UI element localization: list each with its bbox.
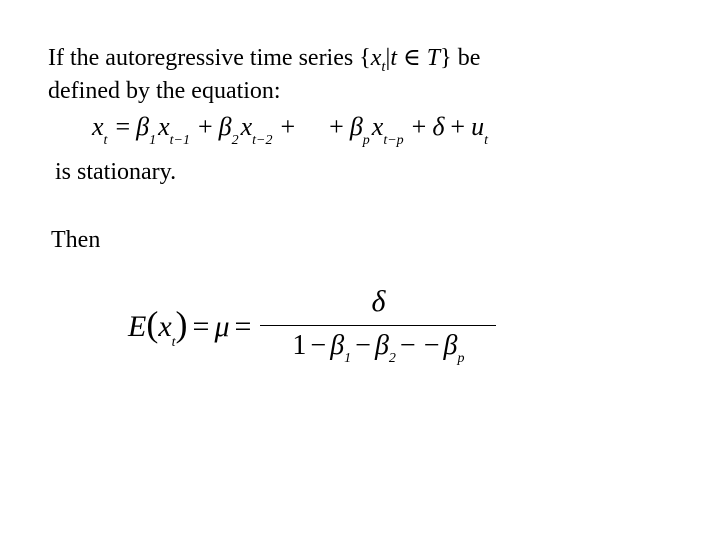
eq1-x-lag-2: x (240, 112, 253, 141)
eq2-equals-2: = (234, 309, 252, 343)
mean-equation (128, 285, 496, 366)
then-text: Then (51, 227, 101, 253)
eq2-x-subscript: t (171, 334, 176, 350)
eq2-fraction (260, 285, 496, 366)
eq2-den-minus-4: − (423, 330, 440, 361)
eq1-x-lag-p: x (371, 112, 384, 141)
element-of-symbol: ∈ (397, 45, 427, 71)
eq1-beta-1-subscript: 1 (149, 133, 157, 148)
eq1-plus-2: + (280, 112, 296, 141)
eq2-den-beta-2-subscript: 2 (388, 351, 396, 366)
eq1-plus-1: + (197, 112, 213, 141)
set-var-x: x (370, 45, 382, 71)
intro-text: If the autoregressive time series (48, 45, 360, 71)
stationary-text: is stationary. (55, 159, 177, 185)
eq1-delta: δ (432, 112, 445, 141)
eq1-error-u: u (471, 112, 485, 141)
eq2-equals-1: = (192, 309, 210, 343)
eq1-lhs-x: x (92, 112, 104, 141)
ar-process-equation (92, 112, 490, 147)
set-open-brace: { (359, 45, 371, 71)
eq2-numerator-delta: δ (371, 285, 386, 318)
set-var-x-subscript: t (381, 58, 386, 75)
eq2-den-minus-1: − (310, 330, 327, 361)
eq1-plus-5: + (450, 112, 466, 141)
eq1-beta-p-subscript: p (362, 133, 370, 148)
eq2-den-one: 1 (292, 330, 307, 361)
eq2-den-minus-3: − (399, 330, 416, 361)
set-var-T: T (426, 45, 441, 71)
eq2-den-minus-2: − (355, 330, 371, 361)
intro-line-1 (48, 44, 480, 81)
eq2-right-paren: ) (175, 303, 188, 344)
eq2-expectation-E: E (128, 309, 147, 343)
set-bar: | (385, 45, 391, 71)
eq2-den-beta-1-subscript: 1 (344, 351, 352, 366)
set-close-brace: } (440, 45, 452, 71)
eq2-den-beta-1: β (330, 330, 345, 361)
eq1-plus-3: + (329, 112, 344, 141)
eq2-denominator (260, 326, 496, 366)
intro-line-2: defined by the equation: (48, 78, 281, 104)
eq1-x-lag-1: x (158, 112, 170, 141)
set-var-t: t (390, 45, 398, 71)
eq1-x-lag-1-subscript: t−1 (169, 133, 190, 148)
eq1-beta-2-subscript: 2 (231, 133, 239, 148)
eq2-den-beta-p-subscript: p (457, 351, 465, 366)
intro-text-suffix: be (451, 45, 481, 71)
eq1-x-lag-p-subscript: t−p (383, 133, 404, 148)
eq1-x-lag-2-subscript: t−2 (252, 133, 273, 148)
eq1-beta-2: β (218, 112, 232, 141)
eq1-error-u-subscript: t (484, 133, 488, 148)
eq2-mu: μ (214, 309, 230, 343)
eq2-lhs (128, 303, 256, 350)
eq1-beta-1: β (136, 112, 150, 141)
eq2-x: x (158, 309, 172, 343)
eq1-equals: = (115, 112, 131, 141)
eq1-beta-p: β (349, 112, 363, 141)
eq2-den-beta-p: β (443, 330, 458, 361)
eq2-left-paren: ( (146, 303, 159, 344)
eq1-lhs-subscript: t (103, 133, 108, 148)
eq1-plus-4: + (411, 112, 427, 141)
eq2-den-beta-2: β (374, 330, 389, 361)
